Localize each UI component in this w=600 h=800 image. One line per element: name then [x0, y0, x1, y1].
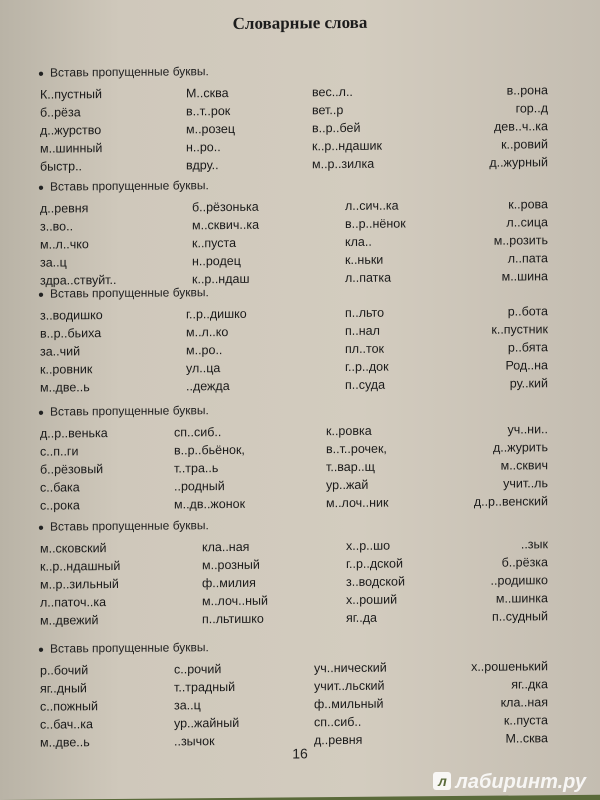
exercise-instruction: ● Вставь пропущенные буквы. [38, 64, 209, 80]
vocabulary-word: д..ревня [40, 201, 89, 216]
vocabulary-word: за..ц [174, 698, 201, 713]
vocabulary-word: яг..дный [40, 681, 87, 696]
vocabulary-word: п..суда [345, 377, 386, 392]
vocabulary-word: м..шина [501, 269, 548, 284]
exercise-section [0, 61, 600, 174]
vocabulary-word: л..сич..ка [345, 198, 399, 213]
vocabulary-word: к..р..ндаш [192, 271, 250, 287]
exercise-section [0, 175, 600, 288]
vocabulary-word: р..бочий [40, 663, 89, 678]
vocabulary-word: ф..мильный [314, 696, 384, 712]
vocabulary-word: м..розить [493, 233, 548, 248]
exercise-section [0, 400, 600, 513]
vocabulary-word: к..р..ндашик [312, 138, 382, 154]
vocabulary-word: сп..сиб.. [174, 425, 222, 440]
vocabulary-word: с..рочий [174, 662, 222, 677]
vocabulary-word: в..рона [506, 83, 548, 98]
vocabulary-word: м..лоч..ный [202, 593, 268, 609]
word-column [40, 306, 103, 397]
exercise-instruction: ● Вставь пропущенные буквы. [38, 178, 209, 194]
vocabulary-word: м..шинный [40, 141, 103, 156]
vocabulary-word: сп..сиб.. [314, 714, 362, 730]
vocabulary-word: м..л..чко [40, 237, 89, 252]
vocabulary-word: к..пустник [491, 322, 548, 337]
vocabulary-word: к..пуста [192, 235, 237, 251]
vocabulary-word: п..нал [345, 323, 380, 338]
vocabulary-word: кла.. [345, 234, 372, 249]
vocabulary-word: М..сква [186, 86, 229, 101]
vocabulary-word: к..пуста [503, 713, 548, 728]
vocabulary-word: ..родишко [490, 573, 548, 588]
word-column [346, 536, 405, 627]
vocabulary-word: м..сквич..ка [192, 217, 260, 233]
vocabulary-word: учит..ль [503, 476, 548, 491]
word-column [186, 84, 235, 174]
vocabulary-word: в..р..бьёнок, [174, 442, 245, 458]
vocabulary-word: дев..ч..ка [494, 119, 548, 134]
bullet-icon: ● [38, 644, 45, 656]
vocabulary-word: г..р..дской [346, 556, 403, 571]
vocabulary-word: ур..жай [326, 477, 369, 493]
vocabulary-word: К..пустный [40, 87, 102, 102]
vocabulary-word: гор..д [515, 101, 548, 116]
word-column [489, 81, 548, 172]
vocabulary-word: с..бач..ка [40, 717, 93, 732]
vocabulary-word: кла..ная [500, 695, 548, 710]
word-column [474, 420, 548, 511]
vocabulary-word: з..водской [346, 574, 405, 589]
vocabulary-word: л..сица [506, 215, 548, 230]
vocabulary-word: м..лоч..ник [326, 495, 389, 511]
vocabulary-word: ур..жайный [174, 715, 240, 731]
vocabulary-word: м..две..ь [40, 380, 90, 395]
vocabulary-word: д..журить [492, 440, 548, 455]
word-column [40, 424, 108, 515]
bullet-icon: ● [38, 68, 45, 80]
page-number: 16 [292, 745, 308, 762]
vocabulary-word: д..р..венский [473, 494, 548, 509]
vocabulary-word: м..ро.. [186, 343, 223, 358]
vocabulary-word: м..дв..жонок [174, 496, 246, 512]
vocabulary-word: уч..ни.. [507, 422, 548, 437]
word-column [174, 423, 245, 514]
vocabulary-word: Род..на [505, 358, 548, 373]
vocabulary-word: пл..ток [345, 341, 385, 356]
vocabulary-word: ..родный [174, 479, 225, 494]
vocabulary-word: с..бака [40, 480, 80, 495]
exercise-instruction: ● Вставь пропущенные буквы. [38, 640, 209, 656]
vocabulary-word: л..паточ..ка [40, 595, 107, 610]
vocabulary-word: т..тра..ь [174, 461, 219, 476]
vocabulary-word: г..р..док [345, 359, 389, 374]
vocabulary-word: т..традный [174, 679, 236, 695]
vocabulary-word: л..патка [345, 270, 392, 285]
vocabulary-word: н..родец [192, 253, 241, 269]
vocabulary-word: б..рёзонька [192, 199, 259, 215]
vocabulary-word: т..вар..щ [326, 459, 375, 475]
vocabulary-word: м..сковский [40, 541, 107, 556]
vocabulary-word: учит..льский [314, 678, 385, 694]
vocabulary-word: к..р..ндашный [40, 558, 121, 574]
word-column [345, 304, 389, 394]
vocabulary-word: вет..р [312, 103, 344, 118]
vocabulary-word: к..ровник [40, 362, 93, 377]
word-column [40, 539, 120, 630]
vocabulary-word: х..рошенький [471, 659, 548, 674]
vocabulary-word: М..сква [505, 731, 548, 746]
word-column [40, 199, 116, 290]
vocabulary-word: р..бята [507, 340, 548, 355]
vocabulary-word: м..р..зилка [312, 156, 375, 172]
vocabulary-word: п..судный [492, 609, 548, 624]
watermark: л лабиринт.ру [433, 771, 586, 794]
vocabulary-word: ..дежда [186, 378, 230, 394]
word-column [202, 538, 268, 629]
vocabulary-word: н..ро.. [186, 140, 221, 155]
bullet-icon: ● [38, 407, 45, 419]
vocabulary-word: м..две..ь [40, 735, 90, 750]
vocabulary-word: к..ньки [345, 252, 384, 267]
page-title: Словарные слова [232, 12, 368, 33]
vocabulary-word: ..зык [520, 537, 548, 552]
vocabulary-word: д..журный [489, 155, 548, 170]
word-column [326, 422, 388, 513]
vocabulary-word: з..водишко [40, 308, 103, 323]
vocabulary-word: х..роший [346, 592, 398, 607]
vocabulary-word: уч..нический [314, 660, 387, 676]
word-column [312, 83, 382, 174]
vocabulary-word: быстр.. [40, 159, 83, 174]
vocabulary-word: ул..ца [186, 361, 221, 376]
vocabulary-word: б..рёза [40, 105, 81, 120]
vocabulary-word: с..пожный [40, 699, 99, 714]
labirint-logo-icon: л [433, 772, 451, 790]
word-column [314, 659, 387, 750]
vocabulary-word: яг..дка [511, 677, 548, 692]
vocabulary-word: д..ревня [314, 732, 363, 748]
vocabulary-word: м..двежий [40, 613, 99, 628]
vocabulary-word: к..ровий [501, 137, 548, 152]
vocabulary-word: в..р..бей [312, 120, 361, 136]
vocabulary-word: м..розец [186, 121, 236, 137]
vocabulary-word: в..р..бьиха [40, 326, 102, 341]
word-column [491, 302, 548, 392]
vocabulary-word: ..зычок [174, 734, 215, 749]
bullet-icon: ● [38, 289, 45, 301]
vocabulary-word: вес..л.. [312, 84, 353, 100]
vocabulary-word: с..рока [40, 498, 80, 513]
word-column [471, 657, 548, 748]
vocabulary-word: м..сквич [500, 458, 548, 473]
vocabulary-word: к..ровка [326, 423, 372, 439]
vocabulary-word: з..во.. [40, 219, 74, 234]
vocabulary-word: б..рёзка [501, 555, 548, 570]
vocabulary-word: вдру.. [186, 158, 219, 173]
vocabulary-word: г..р..дишко [186, 306, 247, 322]
vocabulary-word: ф..милия [202, 575, 256, 591]
vocabulary-word: б..рёзовый [40, 462, 104, 477]
exercise-section [0, 515, 600, 628]
vocabulary-word: ру..кий [509, 376, 548, 391]
bullet-icon: ● [38, 522, 45, 534]
vocabulary-word: яг..да [346, 610, 377, 625]
word-column [192, 198, 259, 289]
exercise-instruction: ● Вставь пропущенные буквы. [38, 403, 209, 419]
vocabulary-word: в..т..рок [186, 103, 231, 119]
word-column [491, 535, 548, 626]
vocabulary-word: х..р..шо [346, 538, 391, 553]
vocabulary-word: р..бота [507, 304, 548, 319]
vocabulary-word: м..л..ко [186, 325, 229, 340]
vocabulary-word: м..розный [202, 557, 260, 573]
vocabulary-word: за..ц [40, 255, 67, 270]
vocabulary-word: п..льтишко [202, 611, 264, 627]
vocabulary-word: кла..ная [202, 539, 250, 555]
word-column [174, 660, 239, 751]
vocabulary-word: к..рова [508, 197, 548, 212]
vocabulary-word: в..р..нёнок [345, 216, 406, 231]
word-column [40, 85, 102, 176]
vocabulary-word: п..льто [345, 305, 385, 320]
vocabulary-word: д..р..венька [40, 426, 108, 441]
vocabulary-word: за..чий [40, 344, 81, 359]
vocabulary-word: м..шинка [495, 591, 548, 606]
word-column [40, 661, 98, 752]
vocabulary-word: здра..ствуйт.. [40, 272, 117, 288]
vocabulary-word: д..журство [40, 123, 102, 138]
vocabulary-word: л..пата [507, 251, 548, 266]
vocabulary-word: с..п..ги [40, 444, 79, 459]
word-column [186, 305, 247, 396]
word-column [345, 196, 406, 287]
vocabulary-word: в..т..рочек, [326, 441, 387, 457]
word-column [494, 195, 548, 285]
bullet-icon: ● [38, 182, 45, 194]
exercise-instruction: ● Вставь пропущенные буквы. [38, 285, 209, 301]
vocabulary-word: м..р..зильный [40, 576, 119, 592]
exercise-instruction: ● Вставь пропущенные буквы. [38, 518, 209, 534]
exercise-section [0, 637, 600, 750]
